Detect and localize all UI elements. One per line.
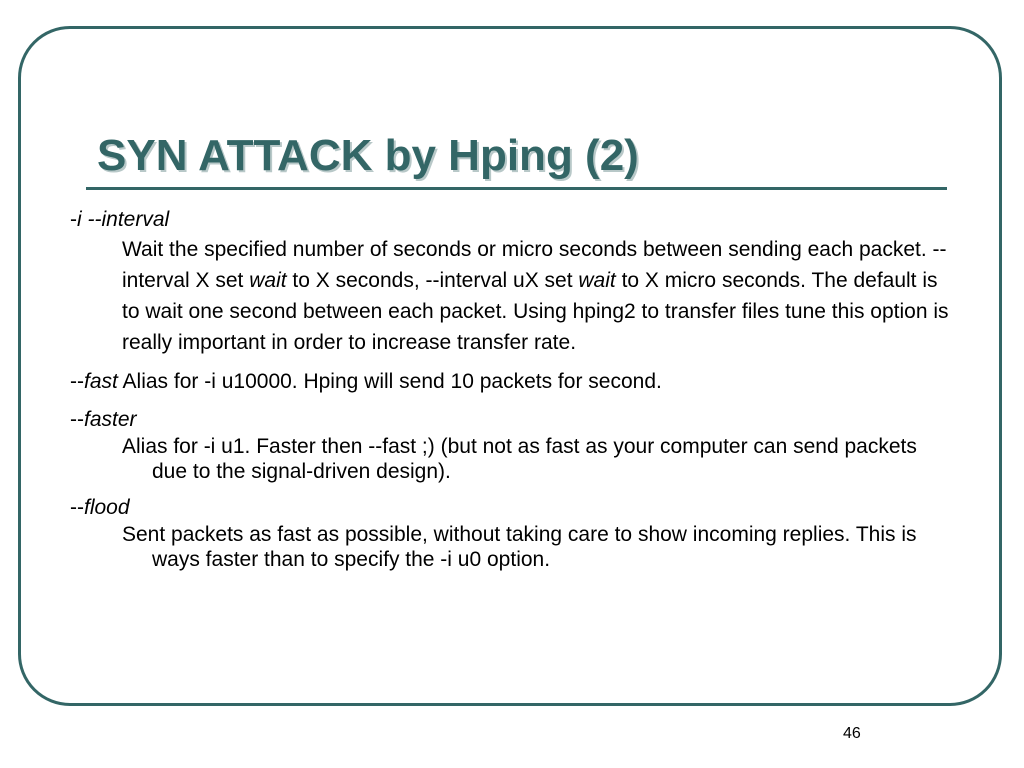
description-emphasis: wait xyxy=(578,269,616,292)
option-faster-heading xyxy=(70,406,950,434)
option-interval-heading xyxy=(70,206,950,234)
slide-body xyxy=(70,206,950,572)
option-prefix: -- xyxy=(70,496,84,519)
option-fast-description: Alias for -i u10000. Hping will send 10 packets for second. xyxy=(117,370,662,393)
option-name: faster xyxy=(84,408,137,431)
option-name: i --interval xyxy=(77,208,170,231)
option-prefix: - xyxy=(70,208,77,231)
description-text: Wait the specified number of seconds or micro seconds between sending each packet. --interval X set xyxy=(122,238,947,292)
option-flood-heading xyxy=(70,494,950,522)
option-name: flood xyxy=(84,496,130,519)
option-fast-line xyxy=(70,368,950,396)
title-underline xyxy=(86,187,947,190)
description-text: to X seconds, --interval uX set xyxy=(286,269,579,292)
description-emphasis: wait xyxy=(249,269,287,292)
description-text: to X micro seconds. The default is to wait one second between each packet. Using hping2 to transfer files tune this option is really important in order to increase transfer rate. xyxy=(122,269,949,354)
option-flood-description: Sent packets as fast as possible, without taking care to show incoming replies. This is ways faster than to specify the -i u0 option. xyxy=(122,523,917,571)
option-prefix: -- xyxy=(70,370,84,393)
option-prefix: -- xyxy=(70,408,84,431)
slide-title: SYN ATTACK by Hping (2) xyxy=(97,131,639,180)
page-number: 46 xyxy=(843,725,861,742)
option-interval-description xyxy=(70,234,950,358)
option-faster-description: Alias for -i u1. Faster then --fast ;) (but not as fast as your computer can send packets due to the signal-driven design). xyxy=(122,435,917,483)
option-name: fast xyxy=(84,370,118,393)
